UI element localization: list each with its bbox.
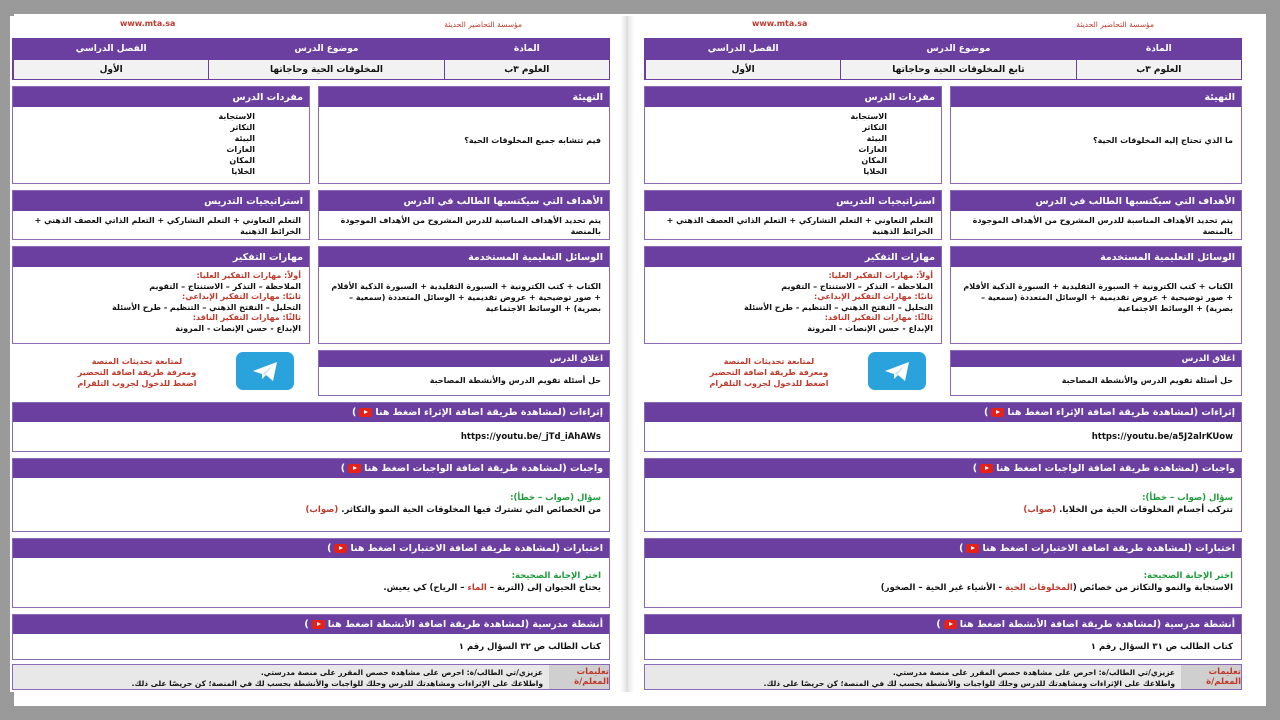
paren: ) [936, 619, 941, 630]
thinking-heading: مهارات التفكير [645, 247, 941, 267]
page-title-bar [642, 16, 1244, 34]
notes-line: عزيزي/تي الطالب/ة: احرص على مشاهدة حصص المقرر على منصة مدرستي. [260, 668, 543, 677]
homework-question: من الخصائص التي تشترك فيها المخلوقات الحية النمو والتكاثر. [341, 505, 601, 515]
homework-answer: (صواب) [1023, 505, 1057, 515]
thinking-h3: ثالثًا: مهارات التفكير الناقد: [824, 313, 933, 322]
org-name: مؤسسة التحاضير الحديثة [1076, 20, 1154, 29]
closing-box [950, 350, 1242, 396]
homework-box [12, 458, 610, 532]
vocab-item: المكان [861, 156, 887, 165]
teacher-notes [644, 664, 1242, 690]
tests-heading[interactable] [645, 539, 1241, 558]
vocab-item: البيئة [866, 134, 887, 143]
subject-header: المادة [444, 39, 609, 59]
tf-label: سؤال (صواب – خطأ): [510, 493, 601, 503]
vocab-item: الغازات [858, 145, 887, 154]
closing-heading: اغلاق الدرس [319, 351, 609, 367]
notes-line: عزيزي/تي الطالب/ة: احرص على مشاهدة حصص المقرر على منصة مدرستي. [892, 668, 1175, 677]
warmup-heading: التهيئة [319, 87, 609, 107]
thinking-box [644, 246, 942, 344]
topic-header: موضوع الدرس [208, 39, 443, 59]
tools-heading: الوسائل التعليمية المستخدمة [319, 247, 609, 267]
activities-label: أنشطة مدرسية (لمشاهدة طريقة اضافة الأنشطة اضغط هنا [959, 619, 1235, 630]
homework-label: واجبات (لمشاهدة طريقة اضافة الواجبات اضغط هنا [996, 463, 1235, 474]
tools-heading: الوسائل التعليمية المستخدمة [951, 247, 1241, 267]
homework-answer: (صواب) [305, 505, 339, 515]
enrichment-url[interactable]: https://youtu.be/a5J2alrKUow [1091, 432, 1233, 442]
lesson-page-right [642, 16, 1244, 692]
lesson-header-table [644, 38, 1242, 80]
paren: ) [327, 543, 332, 554]
thinking-h1: أولاً: مهارات التفكير العليا: [828, 271, 933, 280]
strategies-box [12, 190, 310, 240]
topic-value: المخلوقات الحية وحاجاتها [208, 59, 443, 79]
promo-line: اضغط للدخول لجروب التلقرام [77, 379, 197, 388]
youtube-icon[interactable] [966, 544, 979, 553]
youtube-icon[interactable] [991, 408, 1004, 417]
warmup-text: ما الذي تحتاج إليه المخلوقات الحية؟ [1093, 136, 1233, 145]
tests-label: اختبارات (لمشاهدة طريقة اضافة الاختبارات اضغط هنا [350, 543, 603, 554]
activity-text: كتاب الطالب ص ٣٢ السؤال رقم ١ [458, 642, 601, 652]
vocab-box [644, 86, 942, 184]
enrichment-heading[interactable] [645, 403, 1241, 422]
warmup-text: فيم تتشابه جميع المخلوقات الحية؟ [464, 136, 601, 145]
closing-text: حل أسئلة تقويم الدرس والأنشطة المصاحبة [429, 376, 601, 385]
activities-box [644, 614, 1242, 660]
activities-heading[interactable] [13, 615, 609, 634]
closing-box [318, 350, 610, 396]
strategies-text: التعلم التعاوني + التعلم التشاركي + التعلم الذاتي العصف الذهني + الخرائط الذهنية [666, 216, 933, 236]
lesson-page-left [10, 16, 612, 692]
test-q-part: الاستجابة والنمو والتكاثر من خصائص ( [1072, 583, 1233, 593]
vocab-item: الخلايا [231, 167, 255, 176]
test-q-part: – الرياح) كي يعيش. [383, 583, 468, 593]
telegram-icon[interactable] [868, 352, 926, 390]
goals-box [950, 190, 1242, 240]
tools-box [950, 246, 1242, 344]
teacher-notes-label: تعليمات المعلم/ة [549, 665, 609, 689]
thinking-t2: التحليل – التفتح الذهني – التنظيم - طرح الأسئلة [112, 302, 301, 312]
goals-heading: الأهداف التي سيكتسبها الطالب في الدرس [951, 191, 1241, 211]
topic-header: موضوع الدرس [840, 39, 1075, 59]
thinking-h3: ثالثًا: مهارات التفكير الناقد: [192, 313, 301, 322]
closing-heading: اغلاق الدرس [951, 351, 1241, 367]
youtube-icon[interactable] [980, 464, 993, 473]
enrichment-label: إثراءات (لمشاهدة طريقة اضافة الإثراء اضغط هنا [375, 407, 603, 418]
subject-value: العلوم ٣ب [1076, 59, 1241, 79]
thinking-t2: التحليل – التفتح الذهني – التنظيم - طرح الأسئلة [744, 302, 933, 312]
test-q-answer: المخلوقات الحية [1004, 583, 1073, 593]
vocab-item: الغازات [226, 145, 255, 154]
test-q-part: - الأشياء غير الحية – الصخور) [880, 583, 1005, 593]
goals-text: يتم تحديد الأهداف المناسبة للدرس المشروح من الأهداف الموجودة بالمنصة [340, 216, 601, 236]
term-value: الأول [645, 59, 840, 79]
tf-label: سؤال (صواب – خطأ): [1142, 493, 1233, 503]
enrichment-url[interactable]: https://youtu.be/_jTd_iAhAWs [460, 432, 601, 442]
thinking-t1: الملاحظة – التذكر – الاستنتاج – التقويم [149, 281, 301, 291]
thinking-t3: الإبداع - حسن الإنصات - المرونة [807, 323, 933, 333]
warmup-box [318, 86, 610, 184]
telegram-promo[interactable] [62, 356, 212, 389]
enrichment-heading[interactable] [13, 403, 609, 422]
paren: ) [972, 463, 978, 474]
mc-label: اختر الإجابة الصحيحة: [1143, 571, 1233, 581]
site-link[interactable]: www.mta.sa [752, 19, 808, 28]
youtube-icon[interactable] [944, 620, 957, 629]
strategies-text: التعلم التعاوني + التعلم التشاركي + التعلم الذاتي العصف الذهني + الخرائط الذهنية [34, 216, 301, 236]
thinking-heading: مهارات التفكير [13, 247, 309, 267]
closing-text: حل أسئلة تقويم الدرس والأنشطة المصاحبة [1061, 376, 1233, 385]
tools-text: الكتاب + كتب الكترونية + السبورة التقليدية + السبورة الذكية الأقلام + صور توضيحية + عروض تقديمية + الوسائل المتعددة (سمعية – بصرية) + الوسائط الاجتماعية [963, 282, 1233, 313]
teacher-notes-label: تعليمات المعلم/ة [1181, 665, 1241, 689]
page-title-bar [10, 16, 612, 34]
homework-label: واجبات (لمشاهدة طريقة اضافة الواجبات اضغط هنا [364, 463, 603, 474]
mc-label: اختر الإجابة الصحيحة: [511, 571, 601, 581]
youtube-icon[interactable] [334, 544, 347, 553]
thinking-t1: الملاحظة – التذكر – الاستنتاج – التقويم [781, 281, 933, 291]
strategies-heading: استراتيجيات التدريس [13, 191, 309, 211]
activity-text: كتاب الطالب ص ٣١ السؤال رقم ١ [1090, 642, 1233, 652]
homework-heading[interactable] [645, 459, 1241, 478]
test-q-answer: الماء [467, 583, 487, 593]
tools-text: الكتاب + كتب الكترونية + السبورة التقليدية + السبورة الذكية الأقلام + صور توضيحية + عروض تقديمية + الوسائل المتعددة (سمعية – بصرية) + الوسائط الاجتماعية [331, 282, 601, 313]
vocab-item: الخلايا [863, 167, 887, 176]
page-gutter [620, 16, 634, 692]
term-header: الفصل الدراسي [645, 39, 840, 59]
promo-line: لمتابعة تحديثات المنصة [91, 357, 183, 366]
notes-line: واطلاعك على الإثراءات ومشاهدتك للدرس وحلك للواجبات والأنشطة بحسب لك في المنصة؛ كن حريصًا على ذلك. [131, 679, 543, 688]
tests-box [12, 538, 610, 608]
vocab-heading: مفردات الدرس [13, 87, 309, 107]
goals-text: يتم تحديد الأهداف المناسبة للدرس المشروح من الأهداف الموجودة بالمنصة [972, 216, 1233, 236]
term-header: الفصل الدراسي [13, 39, 208, 59]
topic-value: تابع المخلوقات الحية وحاجاتها [840, 59, 1075, 79]
goals-heading: الأهداف التي سيكتسبها الطالب في الدرس [319, 191, 609, 211]
promo-line: ومعرفة طريقة اضافة التحضير [77, 368, 197, 377]
promo-line: اضغط للدخول لجروب التلقرام [709, 379, 829, 388]
thinking-h2: ثانيًا: مهارات التفكير الإبداعي: [814, 292, 933, 301]
enrichment-box [644, 402, 1242, 452]
activities-label: أنشطة مدرسية (لمشاهدة طريقة اضافة الأنشطة اضغط هنا [327, 619, 603, 630]
subject-header: المادة [1076, 39, 1241, 59]
term-value: الأول [13, 59, 208, 79]
youtube-icon[interactable] [359, 408, 372, 417]
vocab-item: التكاثر [230, 123, 255, 132]
activities-box [12, 614, 610, 660]
paren: ) [959, 543, 964, 554]
strategies-box [644, 190, 942, 240]
thinking-h2: ثانيًا: مهارات التفكير الإبداعي: [182, 292, 301, 301]
tools-box [318, 246, 610, 344]
vocab-item: التكاثر [862, 123, 887, 132]
thinking-t3: الإبداع - حسن الإنصات - المرونة [175, 323, 301, 333]
vocab-item: الاستجابة [218, 112, 255, 121]
youtube-icon[interactable] [348, 464, 361, 473]
homework-question: تتركب أجسام المخلوقات الحية من الخلايا. [1059, 505, 1233, 515]
telegram-icon[interactable] [236, 352, 294, 390]
enrichment-box [12, 402, 610, 452]
tests-box [644, 538, 1242, 608]
vocab-box [12, 86, 310, 184]
test-q-part: يحتاج الحيوان إلى (التربة – [486, 583, 601, 593]
telegram-promo[interactable] [694, 356, 844, 389]
subject-value: العلوم ٣ب [444, 59, 609, 79]
paren: ) [352, 407, 357, 418]
paren: ) [984, 407, 989, 418]
warmup-box [950, 86, 1242, 184]
paren: ) [304, 619, 309, 630]
promo-line: لمتابعة تحديثات المنصة [723, 357, 815, 366]
vocab-item: الاستجابة [850, 112, 887, 121]
warmup-heading: التهيئة [951, 87, 1241, 107]
goals-box [318, 190, 610, 240]
thinking-box [12, 246, 310, 344]
thinking-h1: أولاً: مهارات التفكير العليا: [196, 271, 301, 280]
tests-label: اختبارات (لمشاهدة طريقة اضافة الاختبارات اضغط هنا [982, 543, 1235, 554]
vocab-item: البيئة [234, 134, 255, 143]
lesson-header-table [12, 38, 610, 80]
notes-line: واطلاعك على الإثراءات ومشاهدتك للدرس وحلك للواجبات والأنشطة بحسب لك في المنصة؛ كن حريصًا على ذلك. [763, 679, 1175, 688]
homework-heading[interactable] [13, 459, 609, 478]
activities-heading[interactable] [645, 615, 1241, 634]
teacher-notes [12, 664, 610, 690]
org-name: مؤسسة التحاضير الحديثة [444, 20, 522, 29]
vocab-item: المكان [229, 156, 255, 165]
tests-heading[interactable] [13, 539, 609, 558]
enrichment-label: إثراءات (لمشاهدة طريقة اضافة الإثراء اضغط هنا [1007, 407, 1235, 418]
paren: ) [340, 463, 346, 474]
youtube-icon[interactable] [312, 620, 325, 629]
promo-line: ومعرفة طريقة اضافة التحضير [709, 368, 829, 377]
vocab-heading: مفردات الدرس [645, 87, 941, 107]
site-link[interactable]: www.mta.sa [120, 19, 176, 28]
homework-box [644, 458, 1242, 532]
strategies-heading: استراتيجيات التدريس [645, 191, 941, 211]
